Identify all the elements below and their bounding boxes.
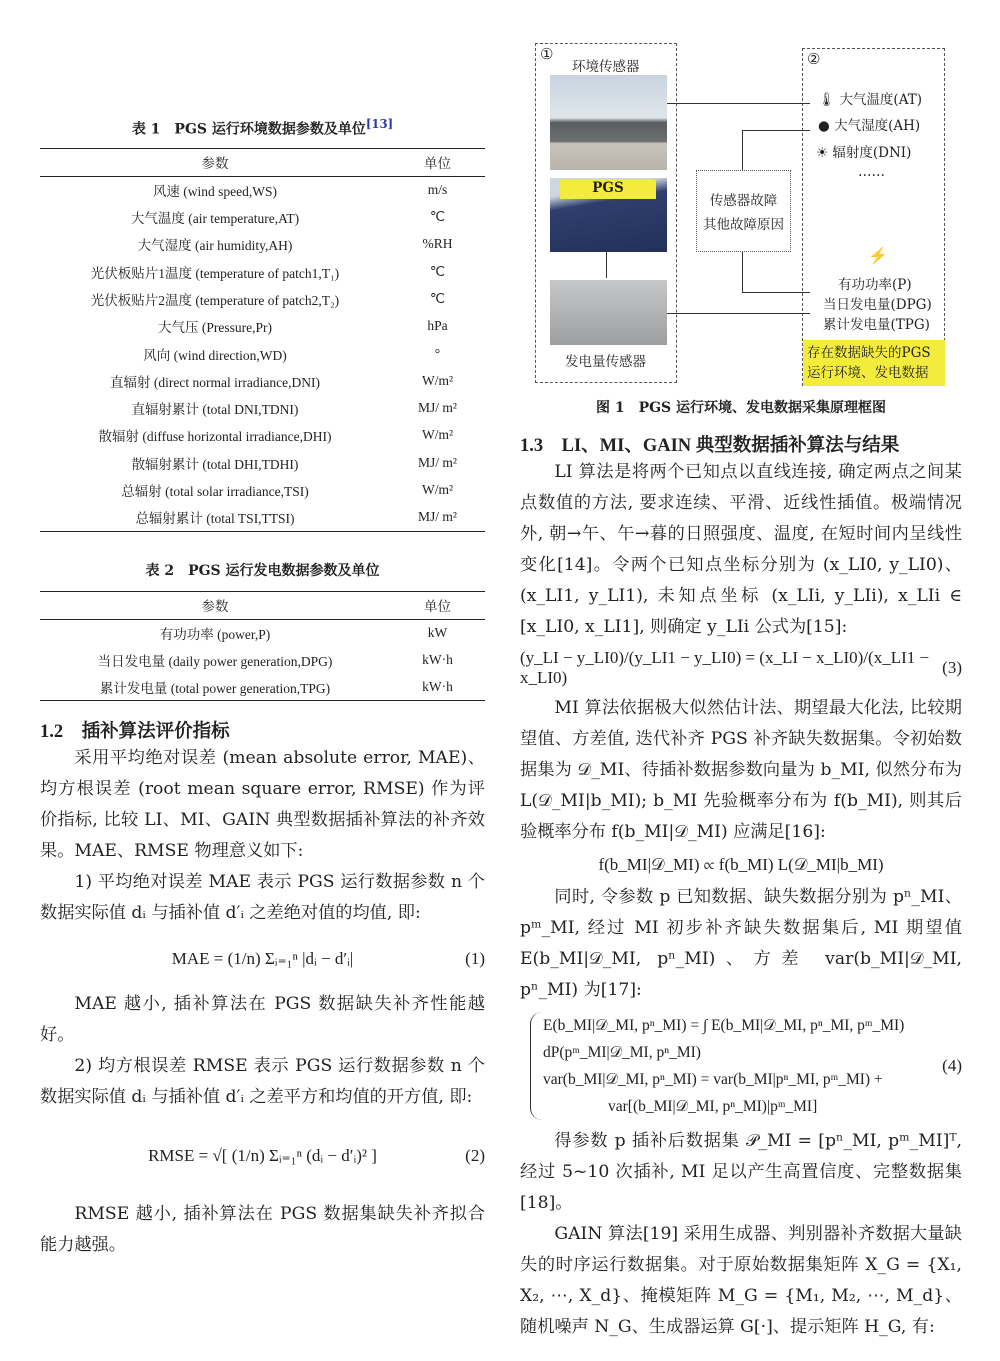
param-cell: 风向 (wind direction,WD) — [143, 347, 287, 363]
param-cell: 散辐射累计 (total DHI,TDHI) — [131, 456, 299, 472]
table-row — [40, 367, 485, 394]
figure-1 — [520, 0, 962, 395]
equation-number: (1) — [465, 949, 485, 969]
fault-box — [696, 170, 791, 252]
paragraph: 采用平均绝对误差 (mean absolute error, MAE)、均方根误差 (root mean square error, RMSE) 作为评价指标, 比较 LI、MI、GAIN 典型数据插补算法的补齐效果。MAE、RMSE 物理意义如下: — [40, 748, 485, 862]
box-number: ① — [540, 45, 554, 63]
param-cell: 光伏板贴片1温度 (temperature of patch1,T₁) — [90, 265, 340, 281]
param-cell: 直辐射 (direct normal irradiance,DNI) — [110, 374, 320, 390]
arrow-line — [742, 130, 743, 170]
equation-1 — [40, 929, 485, 989]
param-cell: 累计发电量 (total power generation,TPG) — [99, 681, 331, 696]
unit-cell: W/m² — [421, 427, 454, 443]
unit-cell: ℃ — [429, 209, 446, 225]
paragraph: 得参数 p 插补后数据集 𝒫_MI = [pⁿ_MI, pᵐ_MI]ᵀ, 经过 5~10 次插补, MI 足以产生高置信度、完整数据集[18]。 — [520, 1131, 962, 1213]
box-number: ② — [807, 50, 821, 68]
header-param: 参数 — [40, 591, 390, 619]
paragraph: 同时, 令参数 p 已知数据、缺失数据分别为 pⁿ_MI、pᵐ_MI, 经过 MI 初步补齐缺失数据集后, MI 期望值 E(b_MI|𝒟_MI, pⁿ_MI)、方差 var(b_MI|𝒟_MI, pⁿ_MI) 为[17]: — [520, 887, 962, 1000]
unit-cell: W/m² — [421, 372, 454, 388]
header-param: 参数 — [40, 148, 390, 176]
table-row — [40, 203, 485, 230]
ah-label: 大气湿度(AH) — [834, 118, 921, 134]
droplet-icon: ● — [818, 118, 830, 134]
dpg-label: 当日发电量(DPG) — [823, 297, 932, 313]
arrow-down — [606, 252, 607, 278]
unit-cell: kW·h — [422, 679, 453, 694]
dni-label: 辐射度(DNI) — [832, 145, 912, 161]
table-row — [40, 231, 485, 258]
table1-caption — [40, 117, 485, 139]
unit-cell: ° — [434, 345, 441, 361]
section-heading-1-2: 1.2 插补算法评价指标 — [40, 722, 230, 743]
equation-posterior — [520, 848, 962, 882]
unit-cell: hPa — [427, 318, 448, 334]
unit-cell: m/s — [427, 182, 448, 198]
arrow-tpg — [667, 313, 810, 314]
param-cell: 直辐射累计 (total DNI,TDNI) — [131, 402, 299, 418]
unit-cell: %RH — [422, 236, 453, 252]
fault-label-2: 其他故障原因 — [703, 217, 784, 233]
paragraph: GAIN 算法[19] 采用生成器、判别器补齐数据大量缺失的时序运行数据集。对于原始数据集矩阵 X_G = {X₁, X₂, ⋯, X_d}、掩模矩阵 M_G = {M₁, M₂, ⋯, M_d}、随机噪声 N_G、生成器运算 G[·]、提示矩阵 H_G, 有: — [520, 1224, 962, 1337]
table-row — [40, 176, 485, 203]
unit-cell: MJ/ m² — [418, 509, 457, 525]
sun-icon: ☀ — [816, 145, 829, 161]
ellipsis: …… — [858, 164, 885, 180]
unit-cell: MJ/ m² — [418, 454, 457, 470]
paragraph: MI 算法依据极大似然估计法、期望最大化法, 比较期望值、方差值, 迭代补齐 PGS 补齐缺失数据集。令初始数据集为 𝒟_MI、待插补数据参数向量为 b_MI, 似然分布为 L(𝒟_MI|b_MI); b_MI 先验概率分布为 f(b_MI), 则其后验概率分布 f(b_MI|𝒟_MI) 应满足[16]: — [520, 698, 962, 842]
arrow-ah — [742, 130, 810, 131]
fault-label-1: 传感器故障 — [709, 193, 778, 209]
lightning-icon: ⚡ — [868, 246, 888, 265]
table-row — [40, 313, 485, 340]
param-cell: 有功功率 (power,P) — [159, 626, 271, 642]
table-row — [40, 504, 485, 531]
equation-line: E(b_MI|𝒟_MI, pⁿ_MI) = ∫ E(b_MI|𝒟_MI, pⁿ_MI, pᵐ_MI) — [543, 1017, 905, 1034]
section-heading-1-3: 1.3 LI、MI、GAIN 典型数据插补算法与结果 — [520, 436, 900, 456]
table-row — [40, 619, 485, 646]
unit-cell: MJ/ m² — [418, 400, 457, 416]
p-label: 有功功率(P) — [838, 277, 912, 293]
power-sensor-label: 发电量传感器 — [565, 354, 646, 370]
param-cell: 光伏板贴片2温度 (temperature of patch2,T₂) — [90, 292, 340, 308]
at-label: 大气温度(AT) — [839, 92, 922, 108]
param-cell: 散辐射 (diffuse horizontal irradiance,DHI) — [98, 429, 332, 445]
missing-data-label — [803, 340, 945, 386]
unit-cell: ℃ — [429, 290, 446, 306]
param-cell: 当日发电量 (daily power generation,DPG) — [97, 653, 333, 669]
thermometer-icon: 🌡 — [818, 92, 836, 108]
dni-item — [816, 141, 911, 161]
equation-number: (3) — [942, 658, 962, 677]
equation-body: f(b_MI|𝒟_MI) ∝ f(b_MI) L(𝒟_MI|b_MI) — [598, 855, 884, 874]
unit-cell: ℃ — [429, 263, 446, 279]
tpg-label: 累计发电量(TPG) — [823, 317, 930, 333]
param-cell: 大气湿度 (air humidity,AH) — [137, 238, 293, 254]
table-row — [40, 285, 485, 312]
param-cell: 总辐射累计 (total TSI,TTSI) — [135, 511, 295, 527]
paragraph: RMSE 越小, 插补算法在 PGS 数据集缺失补齐拟合能力越强。 — [40, 1204, 485, 1256]
figure-caption: 图 1 PGS 运行环境、发电数据采集原理框图 — [595, 400, 887, 416]
env-sensor-label: 环境传感器 — [572, 59, 640, 75]
paragraph: 1) 平均绝对误差 MAE 表示 PGS 运行数据参数 n 个数据实际值 dᵢ 与插补值 d′ᵢ 之差绝对值的均值, 即: — [40, 872, 485, 924]
arrow-line — [742, 252, 743, 292]
table-row — [40, 646, 485, 673]
arrow-dpg — [742, 292, 810, 293]
table-row — [40, 258, 485, 285]
equation-line: var[(b_MI|𝒟_MI, pⁿ_MI)|pᵐ_MI] — [608, 1098, 818, 1115]
table-row — [40, 476, 485, 503]
table1-title: 表 1 PGS 运行环境数据参数及单位 — [131, 121, 366, 138]
table-row — [40, 422, 485, 449]
table-row — [40, 449, 485, 476]
paragraph: 2) 均方根误差 RMSE 表示 PGS 运行数据参数 n 个数据实际值 dᵢ 与插补值 d′ᵢ 之差平方和均值的开方值, 即: — [40, 1056, 485, 1108]
unit-cell: W/m² — [421, 482, 454, 498]
equation-number: (2) — [465, 1146, 485, 1166]
table2-title: 表 2 PGS 运行发电数据参数及单位 — [145, 562, 380, 579]
equation-3 — [520, 643, 962, 693]
table1-ref[interactable]: [13] — [365, 117, 394, 131]
unit-cell: kW — [427, 624, 448, 640]
equation-4 — [520, 1006, 962, 1126]
equation-body: RMSE = √[ (1/n) Σᵢ₌₁ⁿ (dᵢ − d′ᵢ)² ] — [148, 1146, 377, 1166]
equation-body: (y_LI − y_LI0)/(y_LI1 − y_LI0) = (x_LI − x_LI0)/(x_LI1 − x_LI0) — [520, 648, 930, 687]
table-row — [40, 395, 485, 422]
header-unit: 单位 — [390, 148, 485, 176]
pgs-label: PGS — [560, 180, 656, 199]
right-column — [520, 0, 962, 1343]
left-column — [40, 0, 485, 1261]
header-unit: 单位 — [390, 591, 485, 619]
equation-line: var(b_MI|𝒟_MI, pⁿ_MI) = var(b_MI|pⁿ_MI, pᵐ_MI) + — [543, 1071, 883, 1088]
param-cell: 总辐射 (total solar irradiance,TSI) — [121, 484, 309, 500]
power-meter-photo — [550, 280, 667, 345]
unit-cell: kW·h — [422, 651, 453, 667]
missing-line-2: 运行环境、发电数据 — [807, 365, 929, 381]
equation-2 — [40, 1113, 485, 1199]
param-cell: 大气温度 (air temperature,AT) — [130, 211, 300, 227]
param-cell: 大气压 (Pressure,Pr) — [158, 320, 272, 336]
param-cell: 风速 (wind speed,WS) — [152, 184, 278, 200]
equation-number: (4) — [942, 1056, 962, 1075]
missing-line-1: 存在数据缺失的PGS — [807, 345, 931, 361]
table-row — [40, 340, 485, 367]
at-item — [818, 88, 922, 108]
weather-station-photo — [550, 75, 667, 170]
arrow-at — [667, 103, 810, 104]
ah-item — [818, 114, 920, 134]
paragraph: MAE 越小, 插补算法在 PGS 数据缺失补齐性能越好。 — [40, 994, 485, 1046]
paragraph: LI 算法是将两个已知点以直线连接, 确定两点之间某点数值的方法, 要求连续、平滑、近线性插值。极端情况外, 朝→午、午→暮的日照强度、温度, 在短时间内呈线性变化[14]。令两个已知点坐标分别为 (x_LI0, y_LI0)、(x_LI1, y_LI1), 未知点坐标 (x_LIi, y_LIi), x_LIi ∈ [x_LI0, x_LI1], 则确定 y_LIi 公式为[15]: — [520, 462, 962, 637]
table2 — [40, 591, 485, 702]
table1 — [40, 148, 485, 532]
equation-body: MAE = (1/n) Σᵢ₌₁ⁿ |dᵢ − d′ᵢ| — [171, 949, 354, 969]
equation-line: dP(pᵐ_MI|𝒟_MI, pⁿ_MI) — [543, 1044, 701, 1061]
table-row — [40, 674, 485, 701]
